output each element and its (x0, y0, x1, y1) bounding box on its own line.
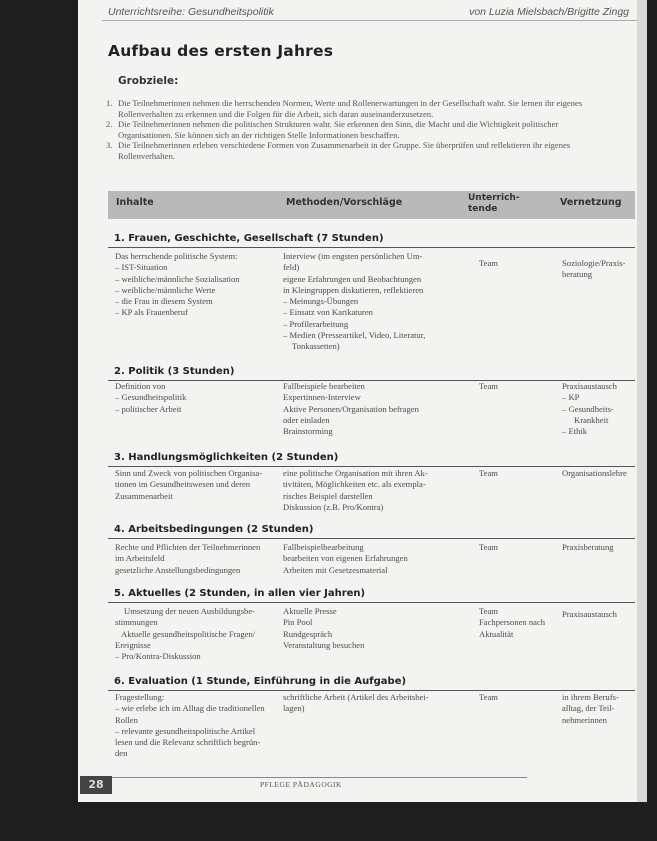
network-line: alltag, der Teil- (562, 703, 615, 714)
content-line: Umsetzung der neuen Ausbildungsbe- (124, 606, 256, 616)
section-teachers (479, 542, 554, 553)
goal-line: Die Teilnehmerinnen nehmen die politischen Strukturen wahr. Sie erkennen den Sinn, die Macht und die Wichtigkeit politischer (118, 119, 559, 130)
network-line: – KP (562, 392, 580, 403)
teacher-line: Aktualität (479, 628, 514, 639)
section-rule (108, 466, 635, 467)
page-title: Aufbau des ersten Jahres (108, 42, 334, 60)
method-line: Rundgespräch (283, 628, 333, 639)
method-line: – Einsatz von Karikaturen (283, 307, 373, 318)
section-title: 2. Politik (3 Stunden) (114, 366, 235, 377)
network-line: – Ethik (562, 426, 588, 437)
method-line: – Medien (Presseartikel, Video, Literatur, (283, 330, 426, 341)
section-methods (283, 251, 463, 353)
network-line: Praxisaustausch (562, 381, 617, 391)
method-line: Expertinnen-Interview (283, 392, 361, 403)
section-title: 4. Arbeitsbedingungen (2 Stunden) (114, 524, 314, 535)
section-methods (283, 468, 463, 513)
content-line: Definition von (115, 381, 166, 391)
method-line: Interview (im engsten persönlichen Um- (283, 251, 423, 261)
content-line: stimmungen (115, 617, 158, 628)
section-title: 6. Evaluation (1 Stunde, Einführung in die Aufgabe) (114, 676, 407, 687)
section-content (115, 606, 290, 662)
teacher-line: Team (479, 381, 498, 391)
method-line: Pin Pool (283, 617, 313, 628)
section-rule (108, 602, 635, 603)
teacher-line: Team (479, 468, 498, 478)
content-line: tionen im Gesundheitswesen und deren (115, 479, 251, 490)
method-line: lagen) (283, 703, 305, 714)
content-line: – Gesundheitspolitik (115, 392, 187, 403)
section-rule (108, 538, 635, 539)
network-line: Praxisaustausch (562, 609, 617, 619)
content-line: lesen und die Relevanz schriftlich begrün- (115, 737, 261, 748)
goal-item (106, 98, 631, 119)
document-page (78, 0, 647, 802)
section-content (115, 692, 290, 760)
content-line: – IST-Situation (115, 262, 168, 273)
network-line: beratung (562, 269, 593, 280)
content-line: – weibliche/männliche Sozialisation (115, 273, 240, 284)
method-line: eigene Erfahrungen und Beobachtungen (283, 273, 422, 284)
section-methods (283, 692, 463, 715)
section-methods (283, 542, 463, 576)
column-header-unterrichtende-line1: Unterrich- (468, 193, 520, 203)
network-line: Organisationslehre (562, 468, 627, 478)
method-line: Aktuelle Presse (283, 606, 337, 616)
method-line: in Kleingruppen diskutieren, reflektieren (283, 284, 424, 295)
teacher-line: Team (479, 542, 498, 552)
section-network (562, 258, 644, 281)
section-teachers (479, 468, 554, 479)
method-line: – Meinungs-Übungen (283, 296, 359, 307)
network-line: Soziologie/Praxis- (562, 258, 626, 268)
section-title: 1. Frauen, Geschichte, Gesellschaft (7 Stunden) (114, 233, 384, 244)
method-line: bearbeiten von eigenen Erfahrungen (283, 553, 408, 564)
content-line: Fragestellung: (115, 692, 165, 702)
section-methods (283, 381, 463, 437)
section-network (562, 542, 644, 553)
section-rule (108, 247, 635, 248)
content-line: Das herrschende politische System: (115, 251, 238, 261)
section-teachers (479, 258, 554, 269)
section-rule (108, 690, 635, 691)
goal-number: 2. (106, 119, 113, 130)
footer-publication: PFLEGE PÄDAGOGIK (260, 780, 342, 789)
content-line: Aktuelle gesundheitspolitische Fragen/ (121, 628, 256, 639)
section-network (562, 692, 644, 726)
goal-number: 3. (106, 140, 113, 151)
goal-line: Die Teilnehmerinnen nehmen die herrschenden Normen, Werte und Rollenerwartungen in der Gesellschaft wahr. Sie lernen ihr eigenes (118, 98, 583, 108)
section-network (562, 609, 644, 620)
section-network (562, 381, 644, 437)
content-line: im Arbeitsfeld (115, 553, 165, 564)
column-header-inhalte: Inhalte (116, 197, 154, 208)
teacher-line: Team (479, 692, 498, 702)
method-line: Tonkassetten) (292, 341, 340, 352)
section-title: 5. Aktuelles (2 Stunden, in allen vier Jahren) (114, 588, 366, 599)
goal-item (106, 140, 631, 161)
section-teachers (479, 381, 554, 392)
header-rule (102, 20, 637, 21)
method-line: risches Beispiel darstellen (283, 490, 373, 501)
network-line: in ihrem Berufs- (562, 692, 619, 702)
content-line: Rollen (115, 714, 138, 725)
method-line: oder einladen (283, 414, 330, 425)
section-teachers (479, 606, 554, 640)
column-header-methoden: Methoden/Vorschläge (286, 197, 403, 208)
content-line: Rechte und Pflichten der Teilnehmerinnen (115, 542, 261, 552)
header-right: von Luzia Mielsbach/Brigitte Zingg (469, 6, 629, 18)
section-content (115, 381, 290, 415)
method-line: Aktive Personen/Organisation befragen (283, 403, 419, 414)
method-line: Fallbeispiele bearbeiten (283, 381, 365, 391)
content-line: Ereignisse (115, 639, 151, 650)
method-line: Diskussion (z.B. Pro/Kontra) (283, 501, 384, 512)
content-line: – relevante gesundheitspolitische Artikel (115, 725, 256, 736)
page-number: 28 (80, 776, 112, 794)
method-line: Veranstaltung besuchen (283, 639, 365, 650)
goals-list (106, 98, 631, 162)
network-line: – Gesundheits- (562, 403, 614, 414)
goal-line: Rollenverhalten. (118, 150, 176, 161)
method-line: Brainstorming (283, 426, 333, 437)
method-line: eine politische Organisation mit ihren Ak- (283, 468, 428, 478)
section-teachers (479, 692, 554, 703)
content-line: – politischer Arbeit (115, 403, 182, 414)
teacher-line: Fachpersonen nach (479, 617, 546, 628)
method-line: – Profilerarbeitung (283, 318, 349, 329)
goal-number: 1. (106, 98, 113, 108)
content-line: – weibliche/männliche Werte (115, 284, 216, 295)
method-line: Fallbeispielbearbeitung (283, 542, 364, 552)
teacher-line: Team (479, 606, 498, 616)
footer-rule (102, 777, 527, 778)
content-line: – wie erlebe ich im Alltag die traditionellen (115, 703, 265, 714)
section-content (115, 468, 290, 502)
section-content (115, 542, 290, 576)
section-title: 3. Handlungsmöglichkeiten (2 Stunden) (114, 452, 339, 463)
column-header-unterrichtende-line2: tende (468, 204, 498, 214)
content-line: Zusammenarbeit (115, 490, 173, 501)
column-header-vernetzung: Vernetzung (560, 197, 622, 208)
table-header (108, 191, 635, 219)
goals-heading: Grobziele: (118, 75, 179, 87)
content-line: den (115, 748, 128, 759)
goal-line: Rollenverhalten zu erkennen und die Folgen für die Arbeit, sich daran auseinanderzusetzen. (118, 108, 434, 119)
goal-line: Organisationen. Sie können sich an der richtigen Stelle Informationen beschaffen. (118, 129, 400, 140)
method-line: tivitäten, Möglichkeiten etc. als exempla- (283, 479, 426, 490)
goal-item (106, 119, 631, 140)
content-line: Sinn und Zweck von politischen Organisa- (115, 468, 263, 478)
network-line: Krankheit (574, 414, 609, 425)
content-line: – KP als Frauenberuf (115, 307, 188, 318)
content-line: – die Frau in diesem System (115, 296, 213, 307)
network-line: nehmerinnen (562, 714, 607, 725)
section-methods (283, 606, 463, 651)
header-left: Unterrichtsreihe: Gesundheitspolitik (108, 6, 274, 18)
method-line: schriftliche Arbeit (Artikel des Arbeitsbei- (283, 692, 429, 702)
method-line: Arbeiten mit Gesetzesmaterial (283, 564, 388, 575)
content-line: gesetzliche Anstellungsbedingungen (115, 564, 241, 575)
goal-line: Die Teilnehmerinnen erleben verschiedene Formen von Zusammenarbeit in der Gruppe. Sie überprüfen und reflektieren ihr eigenes (118, 140, 571, 151)
teacher-line: Team (479, 258, 498, 268)
section-content (115, 251, 290, 319)
column-header-unterrichtende (468, 193, 520, 215)
method-line: feld) (283, 262, 300, 273)
network-line: Praxisberatung (562, 542, 614, 552)
section-network (562, 468, 644, 479)
content-line: – Pro/Kontra-Diskussion (115, 651, 201, 662)
